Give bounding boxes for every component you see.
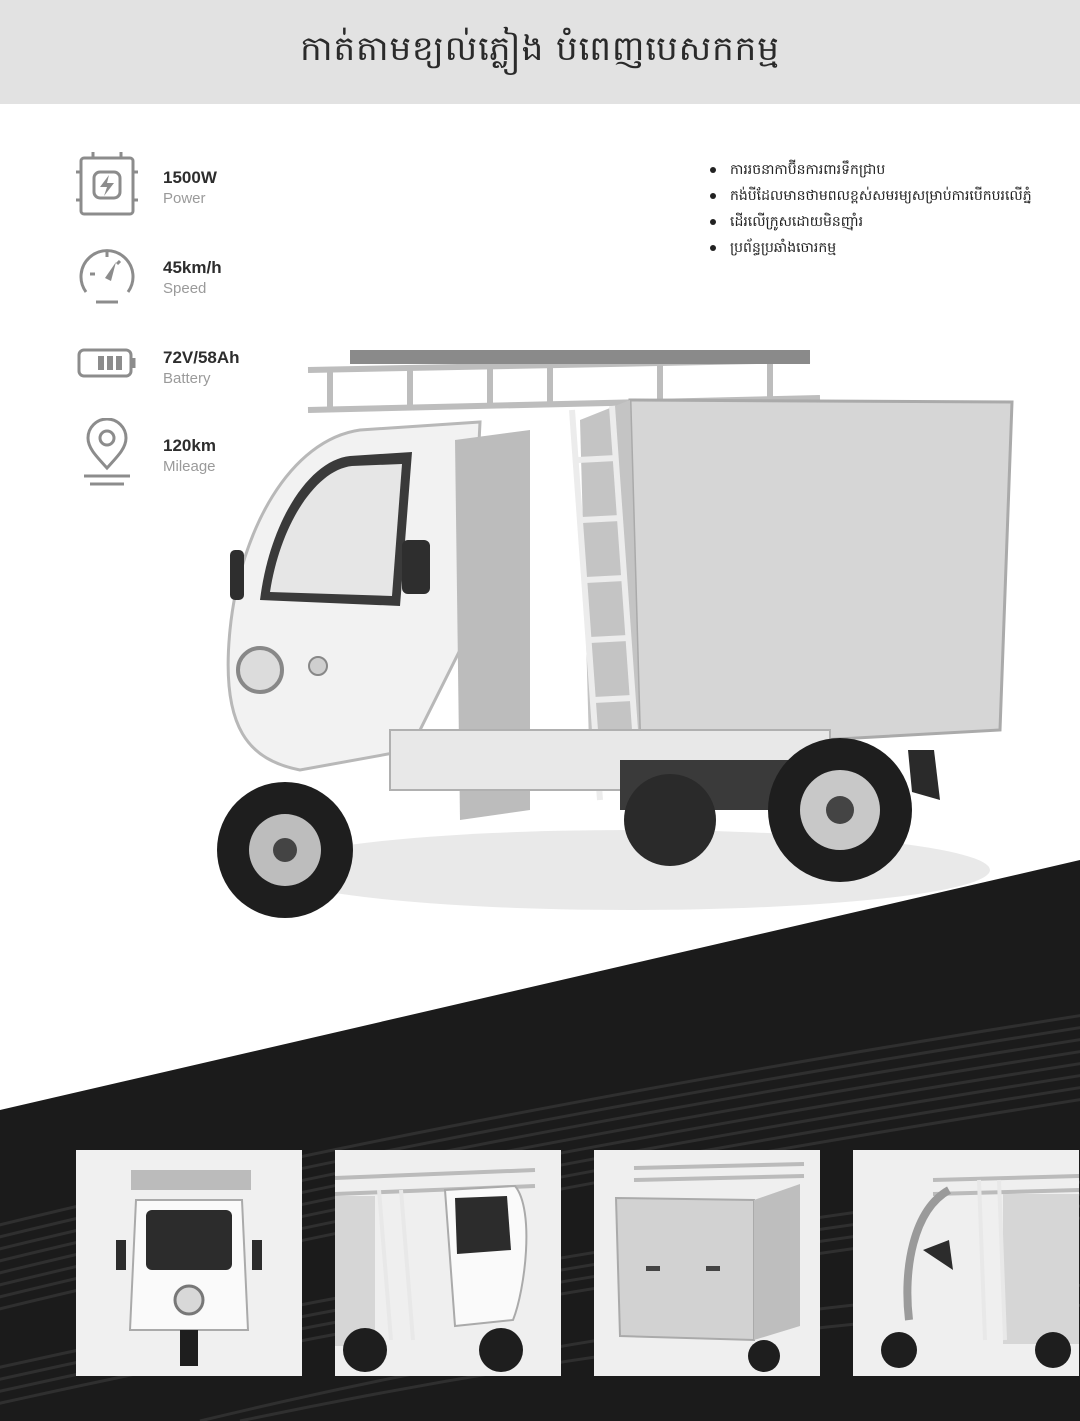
spec-value: 120km (163, 436, 216, 455)
speedometer-icon (76, 240, 138, 312)
thumbnail-side-cab-view[interactable] (335, 1150, 561, 1376)
spec-label: Power (163, 190, 206, 207)
location-pin-icon (76, 418, 138, 490)
spec-label: Battery (163, 370, 211, 387)
feature-list (708, 160, 1068, 264)
thumbnail-cab-interior-view[interactable] (853, 1150, 1079, 1376)
feature-item: ដើរលើក្រូសដោយមិនញ៉ាំរ (708, 212, 1068, 238)
thumbnail-side-cab-view-image (335, 1150, 561, 1376)
thumbnail-front-view[interactable] (76, 1150, 302, 1376)
spec-label: Speed (163, 280, 207, 297)
thumbnail-front-view-image (76, 1150, 302, 1376)
spec-label: Mileage (163, 458, 216, 475)
thumbnail-rear-cargo-view-image (594, 1150, 820, 1376)
feature-item: កង់បីដែលមានថាមពលខ្ពស់សមរម្យសម្រាប់ការបើកបរលើភ្នំ (708, 186, 1068, 212)
spec-speed (76, 240, 336, 312)
header-bar (0, 0, 1080, 104)
spec-power (76, 150, 336, 222)
spec-value: 45km/h (163, 258, 222, 277)
feature-item: ការរចនាកាប៊ីនការពារទឹកជ្រាប (708, 160, 1068, 186)
feature-item: ប្រព័ន្ធប្រឆាំងចោរកម្ម (708, 238, 1068, 264)
spec-value: 1500W (163, 168, 217, 187)
battery-icon (76, 330, 138, 402)
thumbnail-rear-cargo-view[interactable] (594, 1150, 820, 1376)
battery-lightning-icon (76, 150, 138, 222)
page-title: កាត់តាមខ្យល់ភ្លៀង បំពេញបេសកកម្ម (300, 29, 780, 69)
spec-value: 72V/58Ah (163, 348, 240, 367)
hero-tricycle-image (200, 330, 1040, 930)
thumbnail-cab-interior-view-image (853, 1150, 1079, 1376)
